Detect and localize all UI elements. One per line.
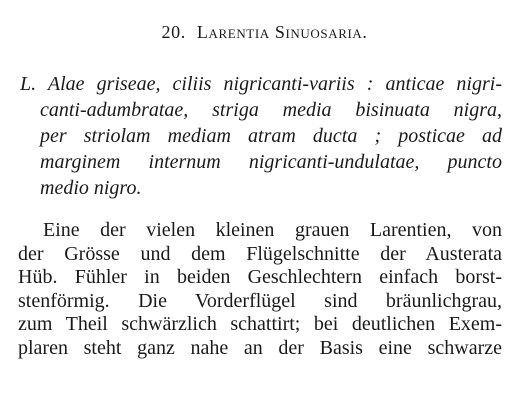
diagnosis-line: canti-adumbratae, striga media bisinuata nigra, [40, 99, 502, 121]
diagnosis-line: per striolam mediam atram ducta ; posticae ad [40, 125, 502, 147]
description-line: plaren steht ganz nahe an der Basis eine schwarze [18, 336, 502, 359]
description-line: der Grösse und dem Flügelschnitte der Austerata [18, 242, 502, 265]
diagnosis-line: marginem internum nigricanti-undulatae, puncto [40, 151, 502, 173]
diagnosis-line: L. Alae griseae, ciliis nigricanti-variis : anticae nigri- [20, 73, 502, 95]
description-line: stenförmig. Die Vorderflügel sind bräunlichgrau, [18, 289, 502, 312]
latin-diagnosis [18, 71, 502, 201]
species-name: Sinuosaria. [274, 22, 368, 42]
description-line: Hüb. Fühler in beiden Geschlechtern einfach borst- [18, 266, 502, 288]
species-heading [0, 22, 529, 43]
species-number: 20. [161, 22, 186, 42]
diagnosis-line: medio nigro. [40, 177, 142, 199]
genus-name: Larentia [196, 22, 270, 42]
description-line: Eine der vielen kleinen grauen Larentien, von [43, 219, 502, 241]
description-line: zum Theil schwärzlich schattirt; bei deutlichen Exem- [18, 313, 502, 335]
german-description [18, 219, 502, 360]
